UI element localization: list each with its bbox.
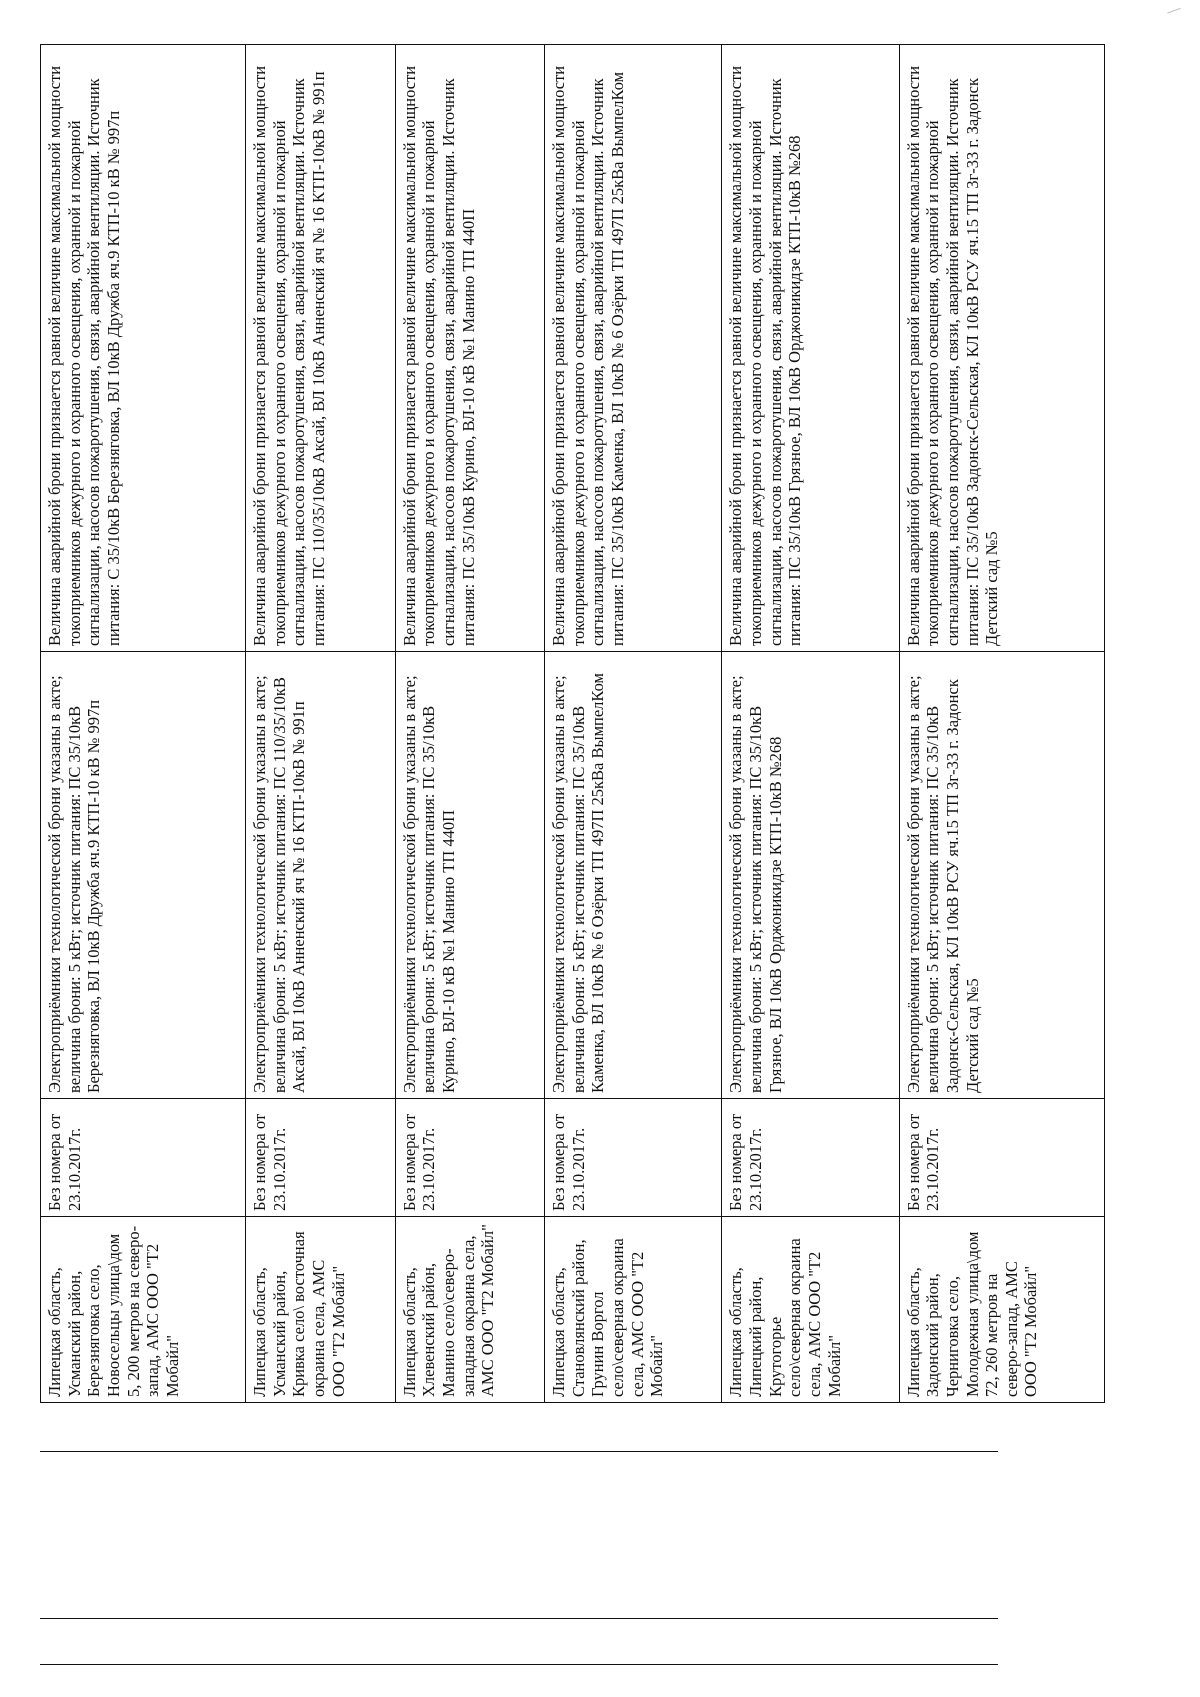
- table-row: [722, 45, 899, 1403]
- address-cell: Липецкая область, Становлянский район, Грунин Воргол село\северная окраина села, АМС ООО "Т2 Мобайл": [545, 1217, 722, 1403]
- table-row: [545, 45, 722, 1403]
- act-cell: Без номера от 23.10.2017г.: [899, 1099, 1104, 1217]
- table-row: [395, 45, 544, 1403]
- address-cell: Липецкая область, Задонский район, Черниговка село, Молодежная улица\дом 72, 260 метров на северо-запад, АМС ООО "Т2 Мобайл": [899, 1217, 1104, 1403]
- tech-reserve-cell: Электроприёмники технологической брони указаны в акте; величина брони: 5 кВт; источник питания: ПС 35/10кВ Грязное, ВЛ 10кВ Орджоникидзе КТП-10кВ №268: [722, 652, 899, 1099]
- reserve-table-holder: [40, 45, 1105, 1403]
- tech-reserve-cell: Электроприёмники технологической брони указаны в акте; величина брони: 5 кВт; источник питания: ПС 35/10кВ Задонск-Сельская, КЛ 10кВ РСУ яч.15 ТП 3г-33 г. Задонск Детский сад №5: [899, 652, 1104, 1099]
- address-cell: Липецкая область, Хлевенский район, Манино село\северо-западная окраина села, АМС ООО "Т2 Мобайл": [395, 1217, 544, 1403]
- divider-line: [40, 1664, 998, 1665]
- tech-reserve-cell: Электроприёмники технологической брони указаны в акте; величина брони: 5 кВт; источник питания: ПС 35/10кВ Березняговка, ВЛ 10кВ Дружба яч.9 КТП-10 кВ № 997п: [41, 652, 246, 1099]
- address-cell: Липецкая область, Усманский район, Кривка село\ восточная окраина села, АМС ООО "Т2 Мобайл": [246, 1217, 395, 1403]
- reserve-table: [40, 44, 1105, 1403]
- act-cell: Без номера от 23.10.2017г.: [246, 1099, 395, 1217]
- address-cell: Липецкая область, Усманский район, Березняговка село, Новосельцы улица\дом 5, 200 метров на северо-запад, АМС ООО "Т2 Мобайл": [41, 1217, 246, 1403]
- act-cell: Без номера от 23.10.2017г.: [722, 1099, 899, 1217]
- emergency-reserve-cell: Величина аварийной брони признается равной величине максимальной мощности токоприемников дежурного и охранного освещения, охранной и пожарной сигнализации, насосов пожаротушения, связи, аварийной вентиляции. Источник питания: ПС 35/10кВ Курино, ВЛ-10 кВ №1 Манино ТП 440П: [395, 45, 544, 652]
- scan-mark: [1167, 8, 1183, 19]
- emergency-reserve-cell: Величина аварийной брони признается равной величине максимальной мощности токоприемников дежурного и охранного освещения, охранной и пожарной сигнализации, насосов пожаротушения, связи, аварийной вентиляции. Источник питания: ПС 110/35/10кВ Аксай, ВЛ 10кВ Анненский яч № 16 КТП-10кВ № 991п: [246, 45, 395, 652]
- act-cell: Без номера от 23.10.2017г.: [41, 1099, 246, 1217]
- address-cell: Липецкая область, Липецкий район, Крутогорье село\северная окраина села, АМС ООО "Т2 Мобайл": [722, 1217, 899, 1403]
- emergency-reserve-cell: Величина аварийной брони признается равной величине максимальной мощности токоприемников дежурного и охранного освещения, охранной и пожарной сигнализации, насосов пожаротушения, связи, аварийной вентиляции. Источник питания: ПС 35/10кВ Каменка, ВЛ 10кВ № 6 Озёрки ТП 497П 25кВа ВымпелКом: [545, 45, 722, 652]
- emergency-reserve-cell: Величина аварийной брони признается равной величине максимальной мощности токоприемников дежурного и охранного освещения, охранной и пожарной сигнализации, насосов пожаротушения, связи, аварийной вентиляции. Источник питания: ПС 35/10кВ Грязное, ВЛ 10кВ Орджоникидзе КТП-10кВ №268: [722, 45, 899, 652]
- emergency-reserve-cell: Величина аварийной брони признается равной величине максимальной мощности токоприемников дежурного и охранного освещения, охранной и пожарной сигнализации, насосов пожаротушения, связи, аварийной вентиляции. Источник питания: С 35/10кВ Березняговка, ВЛ 10кВ Дружба яч.9 КТП-10 кВ № 997п: [41, 45, 246, 652]
- act-cell: Без номера от 23.10.2017г.: [395, 1099, 544, 1217]
- divider-line: [40, 1451, 998, 1452]
- table-row: [899, 45, 1104, 1403]
- divider-line: [40, 1618, 998, 1619]
- tech-reserve-cell: Электроприёмники технологической брони указаны в акте; величина брони: 5 кВт; источник питания: ПС 110/35/10кВ Аксай, ВЛ 10кВ Анненский яч № 16 КТП-10кВ № 991п: [246, 652, 395, 1099]
- tech-reserve-cell: Электроприёмники технологической брони указаны в акте; величина брони: 5 кВт; источник питания: ПС 35/10кВ Курино, ВЛ-10 кВ №1 Манино ТП 440П: [395, 652, 544, 1099]
- table-row: [41, 45, 246, 1403]
- table-row: [246, 45, 395, 1403]
- act-cell: Без номера от 23.10.2017г.: [545, 1099, 722, 1217]
- emergency-reserve-cell: Величина аварийной брони признается равной величине максимальной мощности токоприемников дежурного и охранного освещения, охранной и пожарной сигнализации, насосов пожаротушения, связи, аварийной вентиляции. Источник питания: ПС 35/10кВ Задонск-Сельская, КЛ 10кВ РСУ яч.15 ТП 3г-33 г. Задонск Детский сад №5: [899, 45, 1104, 652]
- tech-reserve-cell: Электроприёмники технологической брони указаны в акте; величина брони: 5 кВт; источник питания: ПС 35/10кВ Каменка, ВЛ 10кВ № 6 Озёрки ТП 497П 25кВа ВымпелКом: [545, 652, 722, 1099]
